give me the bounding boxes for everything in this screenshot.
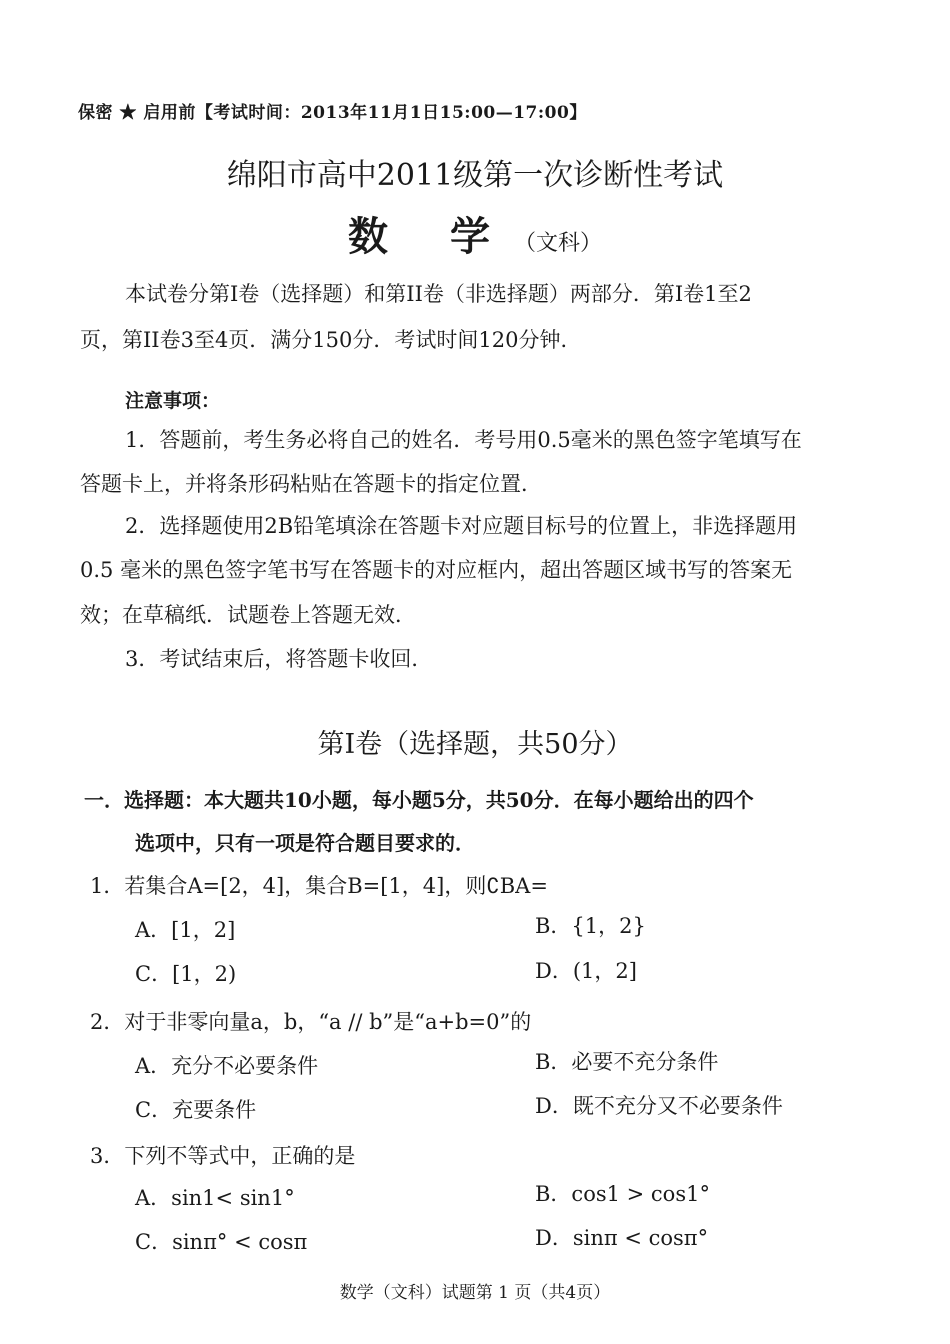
exam-header: 保密 ★ 启用前【考试时间：2013年11月1日15:00—17:00】 xyxy=(78,103,587,123)
section-title: 第I卷（选择题，共50分） xyxy=(317,729,633,760)
question-1-option-c: C．[1，2) xyxy=(135,962,237,986)
question-3-option-c: C．sinπ° < cosπ xyxy=(135,1230,308,1254)
question-1-option-a: A．[1，2] xyxy=(135,918,236,942)
notice-line-1: 1．答题前，考生务必将自己的姓名．考号用0.5毫米的黑色签字笔填写在 xyxy=(125,428,802,452)
question-3-option-a: A．sin1< sin1° xyxy=(135,1186,295,1210)
notice-line-3: 2．选择题使用2B铅笔填涂在答题卡对应题目标号的位置上，非选择题用 xyxy=(125,514,798,538)
subject-sub: （文科） xyxy=(513,231,602,256)
question-1-option-b: B．{1，2} xyxy=(535,914,646,938)
page-footer: 数学（文科）试题第 1 页（共4页） xyxy=(339,1283,611,1303)
instructions-line-1: 一．选择题：本大题共10小题，每小题5分，共50分．在每小题给出的四个 xyxy=(84,788,754,812)
question-2-option-d: D．既不充分又不必要条件 xyxy=(535,1094,783,1118)
question-1-stem: 1．若集合A=[2，4]，集合B=[1，4]，则∁BA= xyxy=(90,874,548,898)
question-2-option-c: C．充要条件 xyxy=(135,1098,257,1122)
question-3-option-b: B．cos1 > cos1° xyxy=(535,1182,710,1206)
question-1-option-d: D．(1，2] xyxy=(535,959,637,983)
question-2-option-a: A．充分不必要条件 xyxy=(135,1054,319,1078)
subject-main: 数 学 xyxy=(348,213,514,260)
instructions-line-2: 选项中，只有一项是符合题目要求的． xyxy=(135,831,475,855)
intro-line-1: 本试卷分第I卷（选择题）和第II卷（非选择题）两部分．第I卷1至2 xyxy=(125,282,752,306)
subject-title xyxy=(0,205,950,262)
notice-line-6: 3．考试结束后，将答题卡收回． xyxy=(125,647,433,671)
intro-line-2: 页，第II卷3至4页．满分150分．考试时间120分钟． xyxy=(80,328,582,352)
question-2-option-b: B．必要不充分条件 xyxy=(535,1050,719,1074)
notice-heading: 注意事项： xyxy=(125,390,221,412)
exam-title: 绵阳市高中2011级第一次诊断性考试 xyxy=(226,158,724,193)
notice-line-2: 答题卡上，并将条形码粘贴在答题卡的指定位置． xyxy=(80,472,542,496)
question-2-stem: 2．对于非零向量a，b，“a // b”是“a+b=0”的 xyxy=(90,1010,532,1034)
notice-line-5: 效；在草稿纸．试题卷上答题无效． xyxy=(80,603,416,627)
question-3-option-d: D．sinπ < cosπ° xyxy=(535,1226,709,1250)
question-3-stem: 3．下列不等式中，正确的是 xyxy=(90,1144,356,1168)
notice-line-4: 0.5 毫米的黑色签字笔书写在答题卡的对应框内，超出答题区域书写的答案无 xyxy=(80,558,793,582)
